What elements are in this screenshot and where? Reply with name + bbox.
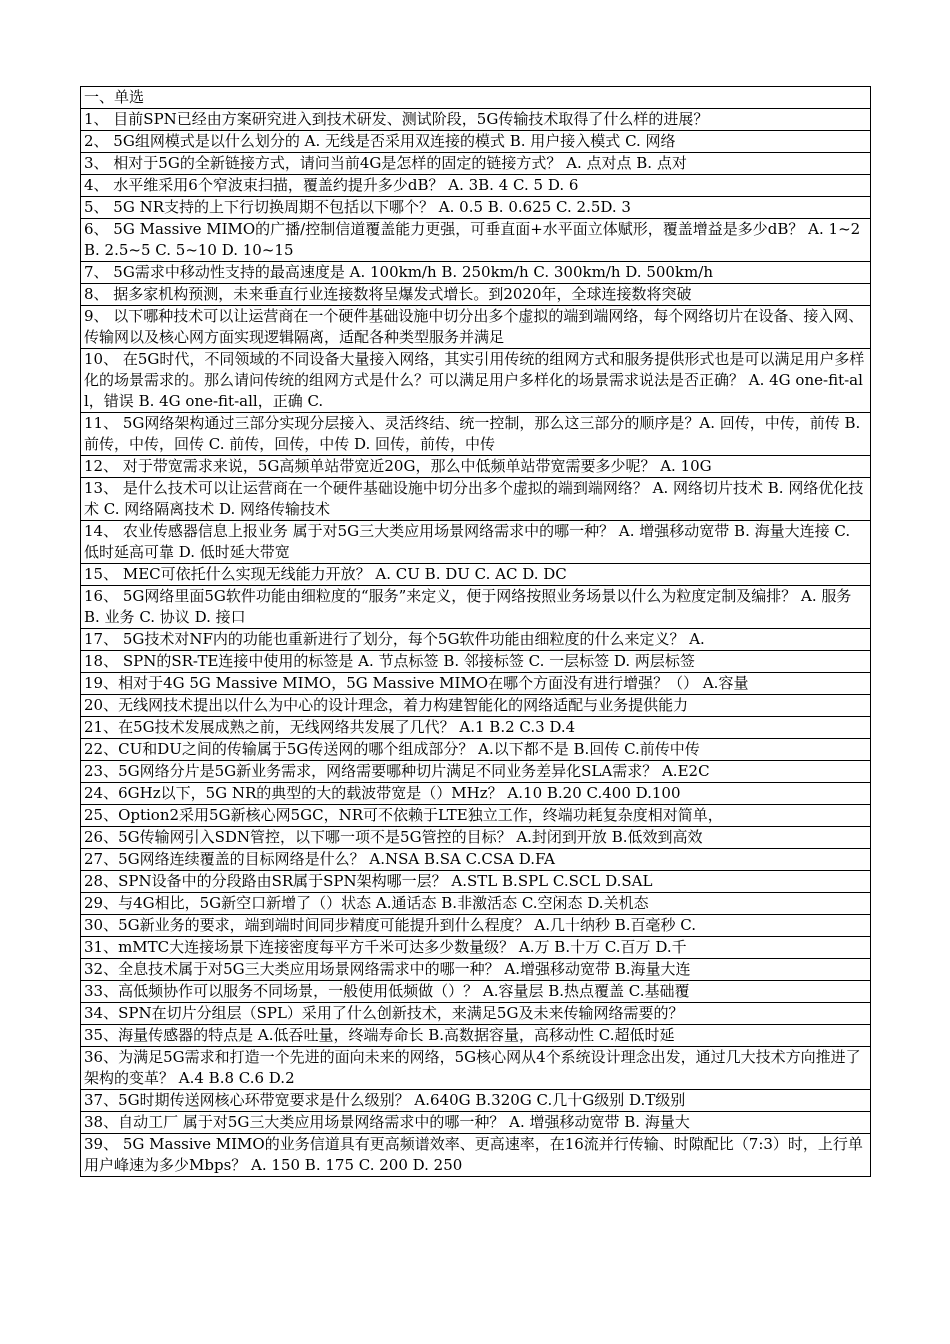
question-cell[interactable]: 32、全息技术属于对5G三大类应用场景网络需求中的哪一种？ A.增强移动宽带 B.海量大连 [81, 959, 871, 981]
question-row [81, 153, 871, 175]
section-header-row [81, 87, 871, 109]
question-row [81, 761, 871, 783]
question-cell[interactable]: 4、 水平维采用6个窄波束扫描，覆盖约提升多少dB？ A. 3B. 4 C. 5 D. 6 [81, 175, 871, 197]
question-row [81, 564, 871, 586]
question-row [81, 586, 871, 629]
question-cell[interactable]: 39、 5G Massive MIMO的业务信道具有更高频谱效率、更高速率，在16流并行传输、时隙配比（7:3）时，上行单用户峰速为多少Mbps？ A. 150 B. 175 C. 200 D. 250 [81, 1134, 871, 1177]
question-row [81, 413, 871, 456]
question-cell[interactable]: 31、mMTC大连接场景下连接密度每平方千米可达多少数量级？ A.万 B.十万 C.百万 D.千 [81, 937, 871, 959]
question-row [81, 478, 871, 521]
question-row [81, 197, 871, 219]
question-cell[interactable]: 10、 在5G时代，不同领域的不同设备大量接入网络，其实引用传统的组网方式和服务提供形式也是可以满足用户多样化的场景需求的。那么请问传统的组网方式是什么？可以满足用户多样化的场景需求说法是否正确？ A. 4G one-fit-all，错误 B. 4G one-fit-all，正确 C. [81, 349, 871, 413]
section-title[interactable]: 一、单选 [81, 87, 871, 109]
question-row [81, 871, 871, 893]
question-cell[interactable]: 38、自动工厂 属于对5G三大类应用场景网络需求中的哪一种？ A. 增强移动宽带 B. 海量大 [81, 1112, 871, 1134]
question-row [81, 695, 871, 717]
question-row [81, 1090, 871, 1112]
question-row [81, 131, 871, 153]
question-row [81, 849, 871, 871]
question-row [81, 717, 871, 739]
question-cell[interactable]: 23、5G网络分片是5G新业务需求，网络需要哪种切片满足不同业务差异化SLA需求？ A.E2C [81, 761, 871, 783]
question-row [81, 456, 871, 478]
question-cell[interactable]: 2、 5G组网模式是以什么划分的 A. 无线是否采用双连接的模式 B. 用户接入模式 C. 网络 [81, 131, 871, 153]
question-row [81, 109, 871, 131]
question-row [81, 827, 871, 849]
question-cell[interactable]: 15、 MEC可依托什么实现无线能力开放？ A. CU B. DU C. AC D. DC [81, 564, 871, 586]
question-row [81, 175, 871, 197]
question-cell[interactable]: 26、5G传输网引入SDN管控，以下哪一项不是5G管控的目标？ A.封闭到开放 B.低效到高效 [81, 827, 871, 849]
question-sheet [80, 86, 871, 1177]
question-cell[interactable]: 34、SPN在切片分组层（SPL）采用了什么创新技术，来满足5G及未来传输网络需要的？ [81, 1003, 871, 1025]
question-cell[interactable]: 19、相对于4G 5G Massive MIMO，5G Massive MIMO在哪个方面没有进行增强？（） A.容量 [81, 673, 871, 695]
question-row [81, 915, 871, 937]
question-row [81, 284, 871, 306]
question-cell[interactable]: 24、6GHz以下，5G NR的典型的大的载波带宽是（）MHz？ A.10 B.20 C.400 D.100 [81, 783, 871, 805]
question-row [81, 981, 871, 1003]
question-row [81, 219, 871, 262]
question-cell[interactable]: 27、5G网络连续覆盖的目标网络是什么？ A.NSA B.SA C.CSA D.FA [81, 849, 871, 871]
question-row [81, 673, 871, 695]
question-cell[interactable]: 6、 5G Massive MIMO的广播/控制信道覆盖能力更强，可垂直面+水平面立体赋形，覆盖增益是多少dB？ A. 1~2 B. 2.5~5 C. 5~10 D. 10~15 [81, 219, 871, 262]
question-row [81, 893, 871, 915]
question-cell[interactable]: 17、 5G技术对NF内的功能也重新进行了划分，每个5G软件功能由细粒度的什么来定义？ A. [81, 629, 871, 651]
question-cell[interactable]: 5、 5G NR支持的上下行切换周期不包括以下哪个？ A. 0.5 B. 0.625 C. 2.5D. 3 [81, 197, 871, 219]
question-cell[interactable]: 21、在5G技术发展成熟之前，无线网络共发展了几代？ A.1 B.2 C.3 D.4 [81, 717, 871, 739]
question-cell[interactable]: 11、 5G网络架构通过三部分实现分层接入、灵活终结、统一控制，那么这三部分的顺序是？A. 回传，中传，前传 B. 前传，中传，回传 C. 前传，回传，中传 D. 回传，前传，中传 [81, 413, 871, 456]
question-row [81, 1047, 871, 1090]
question-row [81, 1025, 871, 1047]
question-cell[interactable]: 22、CU和DU之间的传输属于5G传送网的哪个组成部分？ A.以下都不是 B.回传 C.前传中传 [81, 739, 871, 761]
question-row [81, 739, 871, 761]
question-cell[interactable]: 33、高低频协作可以服务不同场景，一般使用低频做（）？ A.容量层 B.热点覆盖 C.基础覆 [81, 981, 871, 1003]
question-cell[interactable]: 30、5G新业务的要求，端到端时间同步精度可能提升到什么程度？ A.几十纳秒 B.百毫秒 C. [81, 915, 871, 937]
question-row [81, 349, 871, 413]
question-cell[interactable]: 9、 以下哪种技术可以让运营商在一个硬件基础设施中切分出多个虚拟的端到端网络，每个网络切片在设备、接入网、传输网以及核心网方面实现逻辑隔离，适配各种类型服务并满足 [81, 306, 871, 349]
question-row [81, 937, 871, 959]
question-sheet-body [81, 87, 871, 1177]
question-cell[interactable]: 16、 5G网络里面5G软件功能由细粒度的“服务”来定义，便于网络按照业务场景以什么为粒度定制及编排？ A. 服务 B. 业务 C. 协议 D. 接口 [81, 586, 871, 629]
question-cell[interactable]: 35、海量传感器的特点是 A.低吞吐量，终端寿命长 B.高数据容量，高移动性 C.超低时延 [81, 1025, 871, 1047]
question-row [81, 306, 871, 349]
question-cell[interactable]: 7、 5G需求中移动性支持的最高速度是 A. 100km/h B. 250km/h C. 300km/h D. 500km/h [81, 262, 871, 284]
question-cell[interactable]: 13、 是什么技术可以让运营商在一个硬件基础设施中切分出多个虚拟的端到端网络？ A. 网络切片技术 B. 网络优化技术 C. 网络隔离技术 D. 网络传输技术 [81, 478, 871, 521]
question-cell[interactable]: 37、5G时期传送网核心环带宽要求是什么级别？ A.640G B.320G C.几十G级别 D.T级别 [81, 1090, 871, 1112]
question-cell[interactable]: 29、与4G相比，5G新空口新增了（）状态 A.通话态 B.非激活态 C.空闲态 D.关机态 [81, 893, 871, 915]
question-cell[interactable]: 12、 对于带宽需求来说，5G高频单站带宽近20G，那么中低频单站带宽需要多少呢？ A. 10G [81, 456, 871, 478]
question-cell[interactable]: 20、无线网技术提出以什么为中心的设计理念，着力构建智能化的网络适配与业务提供能力 [81, 695, 871, 717]
question-cell[interactable]: 8、 据多家机构预测，未来垂直行业连接数将呈爆发式增长。到2020年，全球连接数将突破 [81, 284, 871, 306]
question-row [81, 783, 871, 805]
question-cell[interactable]: 14、 农业传感器信息上报业务 属于对5G三大类应用场景网络需求中的哪一种？ A. 增强移动宽带 B. 海量大连接 C. 低时延高可靠 D. 低时延大带宽 [81, 521, 871, 564]
question-cell[interactable]: 25、Option2采用5G新核心网5GC，NR可不依赖于LTE独立工作，终端功耗复杂度相对简单， [81, 805, 871, 827]
question-cell[interactable]: 28、SPN设备中的分段路由SR属于SPN架构哪一层？ A.STL B.SPL C.SCL D.SAL [81, 871, 871, 893]
question-cell[interactable]: 3、 相对于5G的全新链接方式，请问当前4G是怎样的固定的链接方式？ A. 点对点 B. 点对 [81, 153, 871, 175]
question-row [81, 262, 871, 284]
question-row [81, 521, 871, 564]
question-row [81, 651, 871, 673]
question-cell[interactable]: 18、 SPN的SR-TE连接中使用的标签是 A. 节点标签 B. 邻接标签 C. 一层标签 D. 两层标签 [81, 651, 871, 673]
question-row [81, 1112, 871, 1134]
question-row [81, 1003, 871, 1025]
question-cell[interactable]: 36、为满足5G需求和打造一个先进的面向未来的网络，5G核心网从4个系统设计理念出发，通过几大技术方向推进了架构的变革？ A.4 B.8 C.6 D.2 [81, 1047, 871, 1090]
question-row [81, 1134, 871, 1177]
question-row [81, 629, 871, 651]
question-row [81, 959, 871, 981]
question-row [81, 805, 871, 827]
question-cell[interactable]: 1、 目前SPN已经由方案研究进入到技术研发、测试阶段，5G传输技术取得了什么样的进展？ [81, 109, 871, 131]
